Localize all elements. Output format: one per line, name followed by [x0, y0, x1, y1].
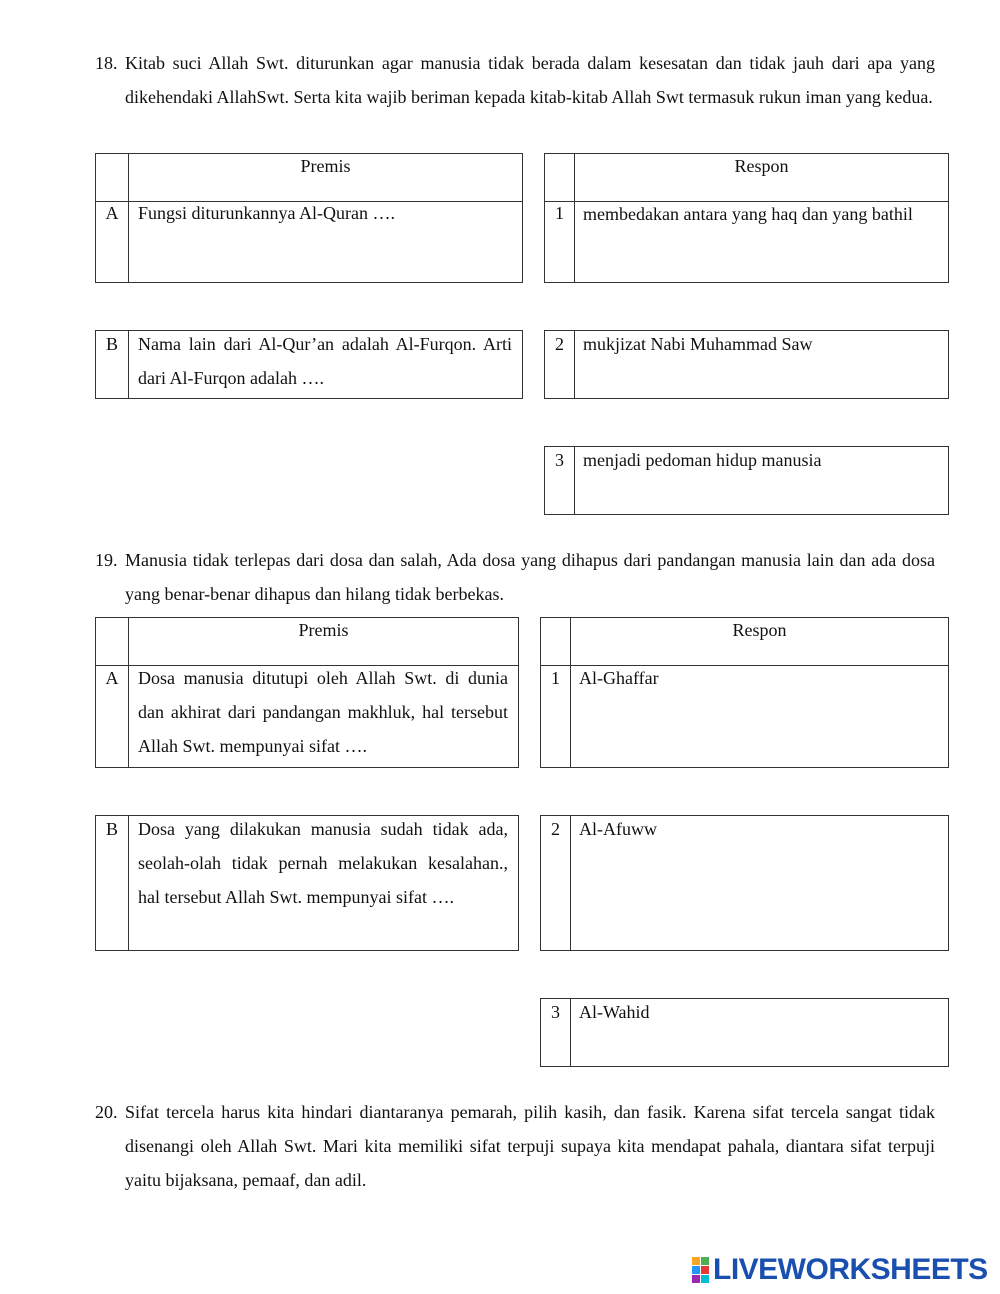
respon-header: Respon — [734, 156, 789, 176]
premis-table — [95, 617, 519, 768]
respon-header: Respon — [732, 620, 787, 640]
question-number: 19. — [95, 550, 118, 570]
question-text: Kitab suci Allah Swt. diturunkan agar manusia tidak berada dalam kesesatan dan tidak jauh dari apa yang dikehendaki AllahSwt. Serta kita wajib beriman kepada kitab-kitab Allah Swt termasuk rukun iman yang kedua. — [125, 53, 935, 107]
response-text: Al-Wahid — [579, 1002, 650, 1022]
response-text: menjadi pedoman hidup manusia — [583, 450, 822, 470]
response-key: 3 — [551, 1002, 560, 1022]
response-box — [544, 330, 949, 399]
response-key: 3 — [555, 450, 564, 470]
response-key: 1 — [551, 668, 560, 688]
premis-header: Premis — [298, 620, 349, 640]
premise-text: Fungsi diturunkannya Al-Quran …. — [138, 203, 395, 223]
response-text: membedakan antara yang haq dan yang bathil — [583, 204, 913, 224]
response-text: Al-Ghaffar — [579, 668, 659, 688]
response-box — [544, 446, 949, 515]
response-key: 2 — [551, 819, 560, 839]
premise-text: Dosa yang dilakukan manusia sudah tidak ada, seolah-olah tidak pernah melakukan kesalahan., hal tersebut Allah Swt. mempunyai sifat …. — [138, 819, 508, 907]
premise-key: B — [105, 819, 118, 839]
premis-header: Premis — [300, 156, 351, 176]
question-text: Sifat tercela harus kita hindari diantaranya pemarah, pilih kasih, dan fasik. Karena sifat tercela sangat tidak disenangi oleh Allah Swt. Mari kita memiliki sifat terpuji supaya kita mendapat pahala, diantara sifat terpuji yaitu bijaksana, pemaaf, dan adil. — [125, 1102, 935, 1190]
respon-table — [540, 617, 949, 768]
question-20 — [95, 1095, 935, 1197]
premise-box — [95, 330, 523, 399]
question-number: 20. — [95, 1102, 118, 1122]
question-text: Manusia tidak terlepas dari dosa dan salah, Ada dosa yang dihapus dari pandangan manusia lain dan ada dosa yang benar-benar dihapus dan hilang tidak berbekas. — [125, 550, 935, 604]
response-text: mukjizat Nabi Muhammad Saw — [583, 334, 813, 354]
question-18 — [95, 46, 935, 114]
premise-text: Dosa manusia ditutupi oleh Allah Swt. di dunia dan akhirat dari pandangan makhluk, hal tersebut Allah Swt. mempunyai sifat …. — [138, 668, 508, 756]
premise-key: A — [105, 203, 119, 223]
response-box — [540, 998, 949, 1067]
respon-table — [544, 153, 949, 283]
question-19 — [95, 543, 935, 611]
question-number: 18. — [95, 53, 118, 73]
logo-text: LIVEWORKSHEETS — [713, 1253, 988, 1286]
premise-key: B — [105, 334, 118, 354]
response-text: Al-Afuww — [579, 819, 657, 839]
logo-blocks-icon — [692, 1257, 709, 1283]
response-key: 1 — [555, 203, 564, 223]
premise-box — [95, 815, 519, 951]
premis-table — [95, 153, 523, 283]
response-box — [540, 815, 949, 951]
liveworksheets-logo — [692, 1254, 988, 1286]
premise-text: Nama lain dari Al-Qur’an adalah Al-Furqon. Arti dari Al-Furqon adalah …. — [138, 334, 512, 388]
response-key: 2 — [555, 334, 564, 354]
premise-key: A — [105, 668, 119, 688]
